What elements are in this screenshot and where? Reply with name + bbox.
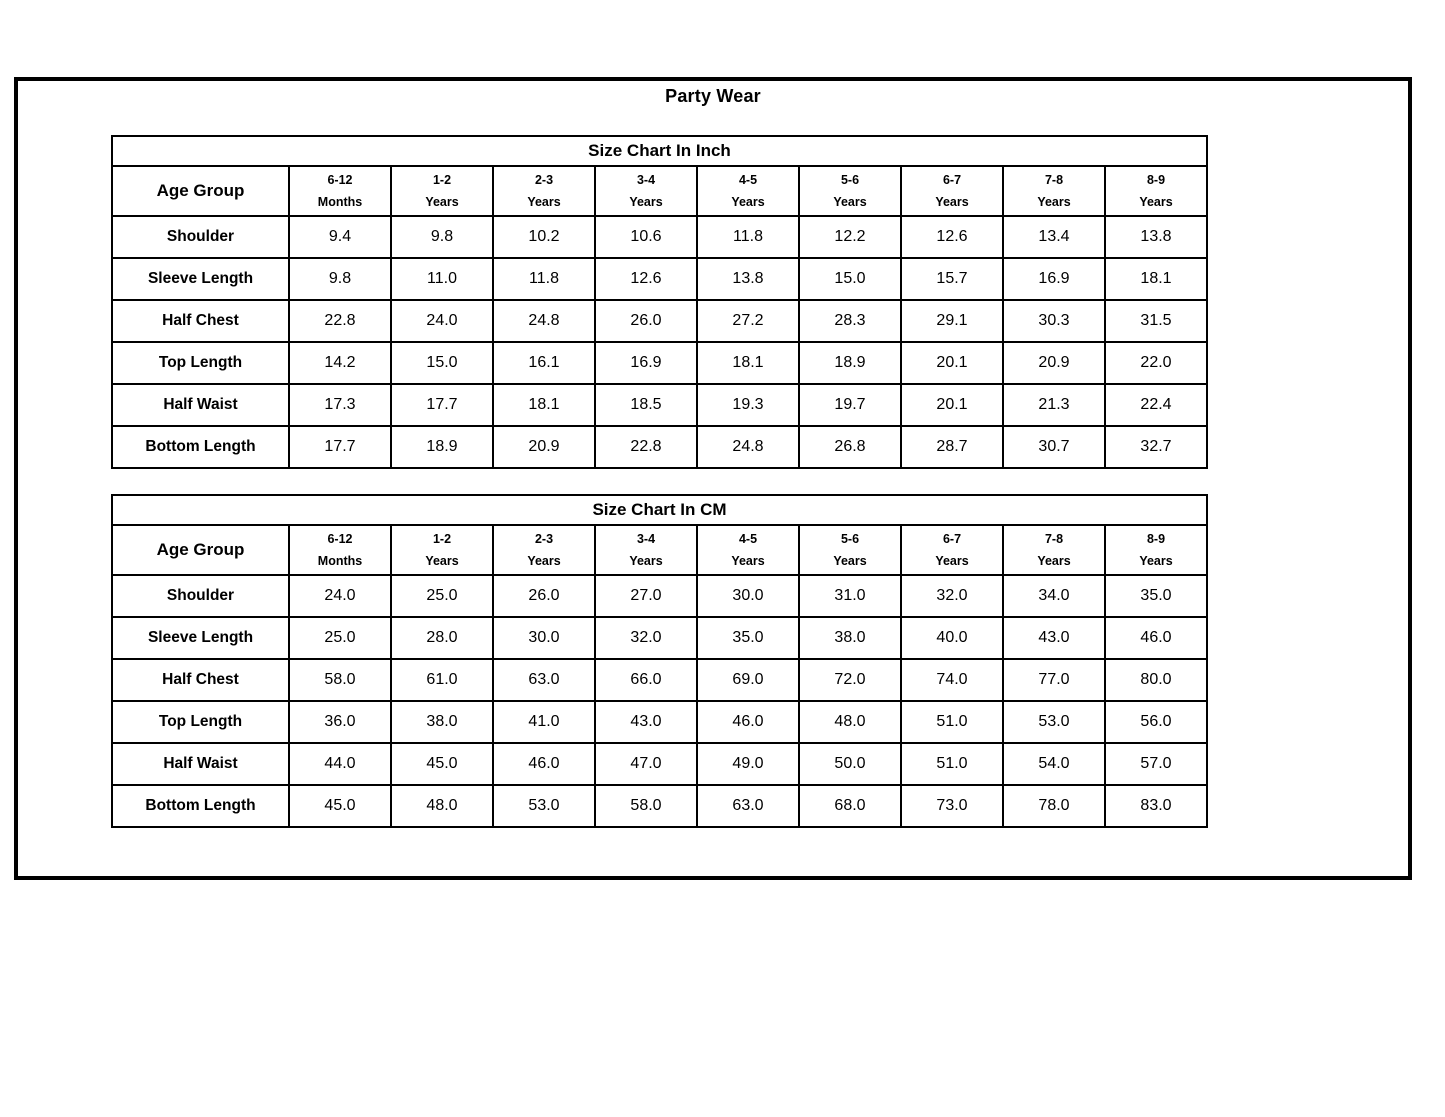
column-header-range: 1-2	[432, 172, 452, 187]
column-header	[799, 166, 901, 216]
value-cell: 12.6	[595, 258, 697, 300]
document-frame	[14, 77, 1412, 880]
value-cell: 49.0	[697, 743, 799, 785]
value-cell: 48.0	[799, 701, 901, 743]
column-header-range: 7-8	[1044, 172, 1064, 187]
value-cell: 22.0	[1105, 342, 1207, 384]
value-cell: 63.0	[697, 785, 799, 827]
value-cell: 58.0	[595, 785, 697, 827]
value-cell: 53.0	[1003, 701, 1105, 743]
column-header-unit: Years	[731, 195, 765, 209]
column-header-range: 1-2	[432, 531, 452, 546]
value-cell: 56.0	[1105, 701, 1207, 743]
row-label: Bottom Length	[112, 785, 289, 827]
value-cell: 16.9	[1003, 258, 1105, 300]
column-header	[1003, 525, 1105, 575]
table-row	[112, 701, 1207, 743]
value-cell: 20.9	[493, 426, 595, 468]
value-cell: 46.0	[493, 743, 595, 785]
value-cell: 16.1	[493, 342, 595, 384]
value-cell: 44.0	[289, 743, 391, 785]
value-cell: 80.0	[1105, 659, 1207, 701]
value-cell: 20.1	[901, 384, 1003, 426]
value-cell: 35.0	[697, 617, 799, 659]
value-cell: 15.7	[901, 258, 1003, 300]
value-cell: 30.7	[1003, 426, 1105, 468]
page-title: Party Wear	[665, 86, 761, 106]
row-label: Half Chest	[112, 300, 289, 342]
value-cell: 53.0	[493, 785, 595, 827]
row-label: Half Chest	[112, 659, 289, 701]
column-header-unit: Years	[629, 554, 663, 568]
value-cell: 11.8	[493, 258, 595, 300]
value-cell: 10.2	[493, 216, 595, 258]
value-cell: 45.0	[391, 743, 493, 785]
value-cell: 58.0	[289, 659, 391, 701]
value-cell: 11.8	[697, 216, 799, 258]
value-cell: 24.0	[391, 300, 493, 342]
column-header	[391, 525, 493, 575]
value-cell: 11.0	[391, 258, 493, 300]
value-cell: 72.0	[799, 659, 901, 701]
column-header-range: 5-6	[840, 531, 860, 546]
column-header-range: 6-12	[327, 531, 353, 546]
table-row	[112, 785, 1207, 827]
column-header-unit: Years	[425, 554, 459, 568]
value-cell: 73.0	[901, 785, 1003, 827]
value-cell: 18.9	[391, 426, 493, 468]
value-cell: 47.0	[595, 743, 697, 785]
column-header-range: 3-4	[636, 531, 656, 546]
column-header-unit: Years	[1037, 195, 1071, 209]
value-cell: 27.2	[697, 300, 799, 342]
column-header-range: 8-9	[1146, 531, 1166, 546]
value-cell: 41.0	[493, 701, 595, 743]
value-cell: 24.8	[493, 300, 595, 342]
value-cell: 19.3	[697, 384, 799, 426]
table-title: Size Chart In Inch	[112, 136, 1207, 166]
value-cell: 32.0	[901, 575, 1003, 617]
column-header-unit: Years	[629, 195, 663, 209]
value-cell: 61.0	[391, 659, 493, 701]
size-chart-cm-table	[111, 494, 1208, 828]
value-cell: 28.0	[391, 617, 493, 659]
row-label: Half Waist	[112, 743, 289, 785]
value-cell: 46.0	[1105, 617, 1207, 659]
table-row	[112, 659, 1207, 701]
column-header	[697, 166, 799, 216]
value-cell: 17.3	[289, 384, 391, 426]
table-title: Size Chart In CM	[112, 495, 1207, 525]
value-cell: 18.1	[493, 384, 595, 426]
value-cell: 16.9	[595, 342, 697, 384]
value-cell: 15.0	[799, 258, 901, 300]
size-chart-inch-table	[111, 135, 1208, 469]
value-cell: 30.3	[1003, 300, 1105, 342]
table-row	[112, 743, 1207, 785]
column-header	[901, 166, 1003, 216]
column-header-unit: Years	[833, 554, 867, 568]
value-cell: 18.5	[595, 384, 697, 426]
value-cell: 77.0	[1003, 659, 1105, 701]
column-header	[289, 166, 391, 216]
value-cell: 31.5	[1105, 300, 1207, 342]
value-cell: 34.0	[1003, 575, 1105, 617]
column-header	[697, 525, 799, 575]
value-cell: 13.4	[1003, 216, 1105, 258]
value-cell: 19.7	[799, 384, 901, 426]
value-cell: 30.0	[697, 575, 799, 617]
value-cell: 10.6	[595, 216, 697, 258]
column-header-unit: Years	[935, 554, 969, 568]
value-cell: 22.8	[289, 300, 391, 342]
column-header-unit: Years	[833, 195, 867, 209]
row-label: Bottom Length	[112, 426, 289, 468]
value-cell: 9.4	[289, 216, 391, 258]
value-cell: 83.0	[1105, 785, 1207, 827]
value-cell: 26.0	[493, 575, 595, 617]
value-cell: 78.0	[1003, 785, 1105, 827]
value-cell: 54.0	[1003, 743, 1105, 785]
column-header-range: 3-4	[636, 172, 656, 187]
column-header	[289, 525, 391, 575]
row-label: Half Waist	[112, 384, 289, 426]
column-header-unit: Years	[731, 554, 765, 568]
value-cell: 38.0	[391, 701, 493, 743]
column-header-range: 7-8	[1044, 531, 1064, 546]
column-header	[493, 166, 595, 216]
value-cell: 27.0	[595, 575, 697, 617]
value-cell: 31.0	[799, 575, 901, 617]
column-header-unit: Years	[1139, 195, 1173, 209]
table-row	[112, 617, 1207, 659]
column-header-range: 2-3	[534, 531, 554, 546]
value-cell: 36.0	[289, 701, 391, 743]
value-cell: 22.8	[595, 426, 697, 468]
column-header	[901, 525, 1003, 575]
value-cell: 9.8	[391, 216, 493, 258]
value-cell: 43.0	[595, 701, 697, 743]
column-header-range: 6-7	[942, 531, 962, 546]
column-header-range: 6-7	[942, 172, 962, 187]
age-group-header: Age Group	[112, 525, 289, 575]
row-label: Top Length	[112, 701, 289, 743]
value-cell: 74.0	[901, 659, 1003, 701]
table-row	[112, 426, 1207, 468]
value-cell: 68.0	[799, 785, 901, 827]
value-cell: 69.0	[697, 659, 799, 701]
table-row	[112, 575, 1207, 617]
column-header-range: 4-5	[738, 531, 758, 546]
column-header	[391, 166, 493, 216]
column-header	[595, 525, 697, 575]
row-label: Shoulder	[112, 216, 289, 258]
value-cell: 12.6	[901, 216, 1003, 258]
value-cell: 48.0	[391, 785, 493, 827]
value-cell: 26.0	[595, 300, 697, 342]
value-cell: 28.7	[901, 426, 1003, 468]
column-header-unit: Years	[425, 195, 459, 209]
value-cell: 63.0	[493, 659, 595, 701]
value-cell: 43.0	[1003, 617, 1105, 659]
column-header-unit: Years	[935, 195, 969, 209]
value-cell: 45.0	[289, 785, 391, 827]
table-row	[112, 300, 1207, 342]
column-header-range: 2-3	[534, 172, 554, 187]
value-cell: 25.0	[391, 575, 493, 617]
value-cell: 22.4	[1105, 384, 1207, 426]
value-cell: 51.0	[901, 743, 1003, 785]
value-cell: 9.8	[289, 258, 391, 300]
column-header-range: 6-12	[327, 172, 353, 187]
value-cell: 12.2	[799, 216, 901, 258]
column-header-unit: Years	[1037, 554, 1071, 568]
value-cell: 38.0	[799, 617, 901, 659]
row-label: Top Length	[112, 342, 289, 384]
column-header-unit: Years	[527, 195, 561, 209]
column-header	[493, 525, 595, 575]
value-cell: 21.3	[1003, 384, 1105, 426]
table-row	[112, 258, 1207, 300]
value-cell: 13.8	[1105, 216, 1207, 258]
value-cell: 35.0	[1105, 575, 1207, 617]
column-header-range: 8-9	[1146, 172, 1166, 187]
value-cell: 20.9	[1003, 342, 1105, 384]
row-label: Sleeve Length	[112, 258, 289, 300]
value-cell: 30.0	[493, 617, 595, 659]
column-header-range: 5-6	[840, 172, 860, 187]
value-cell: 25.0	[289, 617, 391, 659]
value-cell: 15.0	[391, 342, 493, 384]
table-row	[112, 342, 1207, 384]
column-header	[799, 525, 901, 575]
column-header-unit: Months	[317, 195, 363, 209]
row-label: Sleeve Length	[112, 617, 289, 659]
value-cell: 26.8	[799, 426, 901, 468]
value-cell: 32.0	[595, 617, 697, 659]
value-cell: 18.1	[697, 342, 799, 384]
value-cell: 46.0	[697, 701, 799, 743]
value-cell: 24.0	[289, 575, 391, 617]
column-header-unit: Months	[317, 554, 363, 568]
value-cell: 17.7	[289, 426, 391, 468]
column-header	[1105, 525, 1207, 575]
value-cell: 50.0	[799, 743, 901, 785]
value-cell: 13.8	[697, 258, 799, 300]
value-cell: 51.0	[901, 701, 1003, 743]
value-cell: 20.1	[901, 342, 1003, 384]
column-header-unit: Years	[1139, 554, 1173, 568]
value-cell: 32.7	[1105, 426, 1207, 468]
column-header	[1003, 166, 1105, 216]
value-cell: 24.8	[697, 426, 799, 468]
row-label: Shoulder	[112, 575, 289, 617]
table-row	[112, 384, 1207, 426]
value-cell: 57.0	[1105, 743, 1207, 785]
value-cell: 18.1	[1105, 258, 1207, 300]
value-cell: 40.0	[901, 617, 1003, 659]
column-header-unit: Years	[527, 554, 561, 568]
column-header-range: 4-5	[738, 172, 758, 187]
value-cell: 29.1	[901, 300, 1003, 342]
value-cell: 17.7	[391, 384, 493, 426]
value-cell: 14.2	[289, 342, 391, 384]
column-header	[1105, 166, 1207, 216]
table-row	[112, 216, 1207, 258]
age-group-header: Age Group	[112, 166, 289, 216]
value-cell: 66.0	[595, 659, 697, 701]
value-cell: 28.3	[799, 300, 901, 342]
column-header	[595, 166, 697, 216]
value-cell: 18.9	[799, 342, 901, 384]
